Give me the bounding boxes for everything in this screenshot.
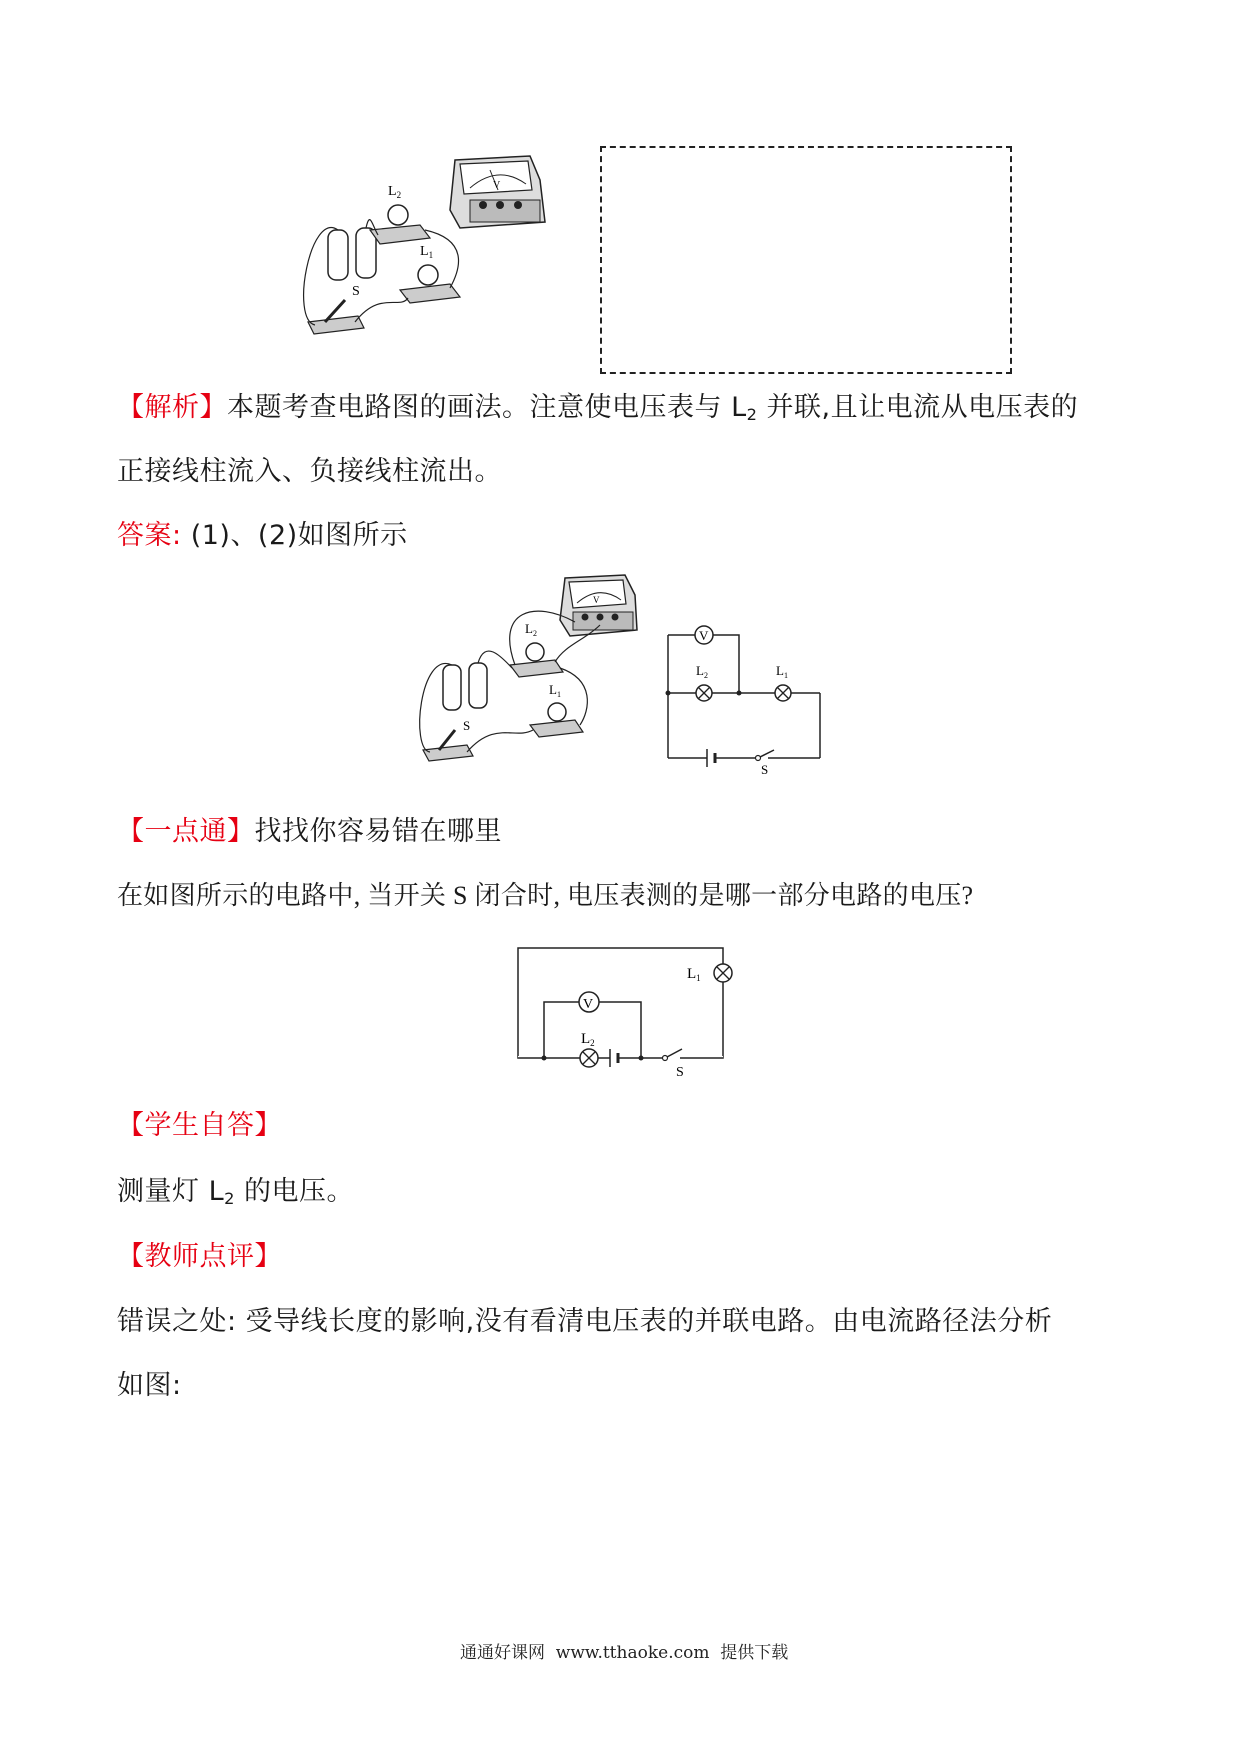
label-s: S — [352, 284, 360, 299]
label-l1-2: $L_1$ — [549, 682, 561, 699]
label-l2: $L_2$ — [388, 184, 402, 200]
answer-line: 答案: (1)、(2)如图所示 — [117, 520, 408, 551]
tip-tag: 【一点通】 — [117, 816, 255, 847]
lamp-l1-symbol — [775, 685, 791, 701]
circuit-photo-figure-2 — [415, 570, 645, 780]
lamp-l2-symbol — [696, 685, 712, 701]
tip-heading — [117, 818, 502, 845]
page-footer: 通通好课网 www.tthaoke.com 提供下载 — [460, 1643, 789, 1663]
circuit-photo-figure-1 — [300, 150, 560, 365]
voltmeter-label-2: V — [593, 595, 600, 605]
analysis-tag: 【解析】 — [117, 392, 227, 423]
teacher-line-2: 如图: — [117, 1370, 182, 1401]
answer-tag: 答案: — [117, 520, 182, 551]
label-l1: $L_1$ — [420, 244, 434, 260]
question-text: 在如图所示的电路中, 当开关 S 闭合时, 电压表测的是哪一部分电路的电压? — [117, 881, 974, 910]
schematic-label-l1: $L_1$ — [776, 663, 788, 680]
schematic3-label-l1: $L_1$ — [687, 966, 701, 983]
schematic3-label-l2: $L_2$ — [581, 1031, 595, 1048]
teacher-tag: 【教师点评】 — [117, 1241, 282, 1272]
lamp-l2-symbol-3 — [580, 1049, 598, 1067]
label-s-2: S — [463, 718, 471, 733]
tip-title: 找找你容易错在哪里 — [254, 816, 502, 847]
voltmeter-symbol-label: V — [699, 628, 709, 643]
student-answer: 测量灯 $L_2$ 的电压。 — [117, 1176, 355, 1208]
teacher-line-1: 错误之处: 受导线长度的影响,没有看清电压表的并联电路。由电流路径法分析 — [117, 1306, 1053, 1337]
circuit-schematic-figure-2 — [660, 618, 825, 778]
student-tag: 【学生自答】 — [117, 1110, 282, 1141]
switch-symbol — [756, 750, 775, 761]
schematic-label-l2: $L_2$ — [696, 663, 708, 680]
voltmeter-label: V — [493, 180, 501, 191]
voltmeter-drawing — [450, 156, 545, 228]
lamp-l1-symbol-3 — [714, 964, 732, 982]
schematic3-label-s: S — [676, 1065, 684, 1080]
analysis-line-2: 正接线柱流入、负接线柱流出。 — [117, 456, 502, 487]
schematic-label-s: S — [761, 762, 769, 777]
label-l2-2: $L_2$ — [525, 621, 537, 638]
battery-symbol — [707, 749, 715, 767]
analysis-line-1: 【解析】本题考查电路图的画法。注意使电压表与 $L_2$ 并联,且让电流从电压表的 — [117, 392, 1079, 424]
circuit-schematic-figure-3 — [515, 945, 745, 1080]
empty-diagram-box — [600, 146, 1012, 374]
voltmeter-symbol-label-3: V — [583, 997, 594, 1012]
